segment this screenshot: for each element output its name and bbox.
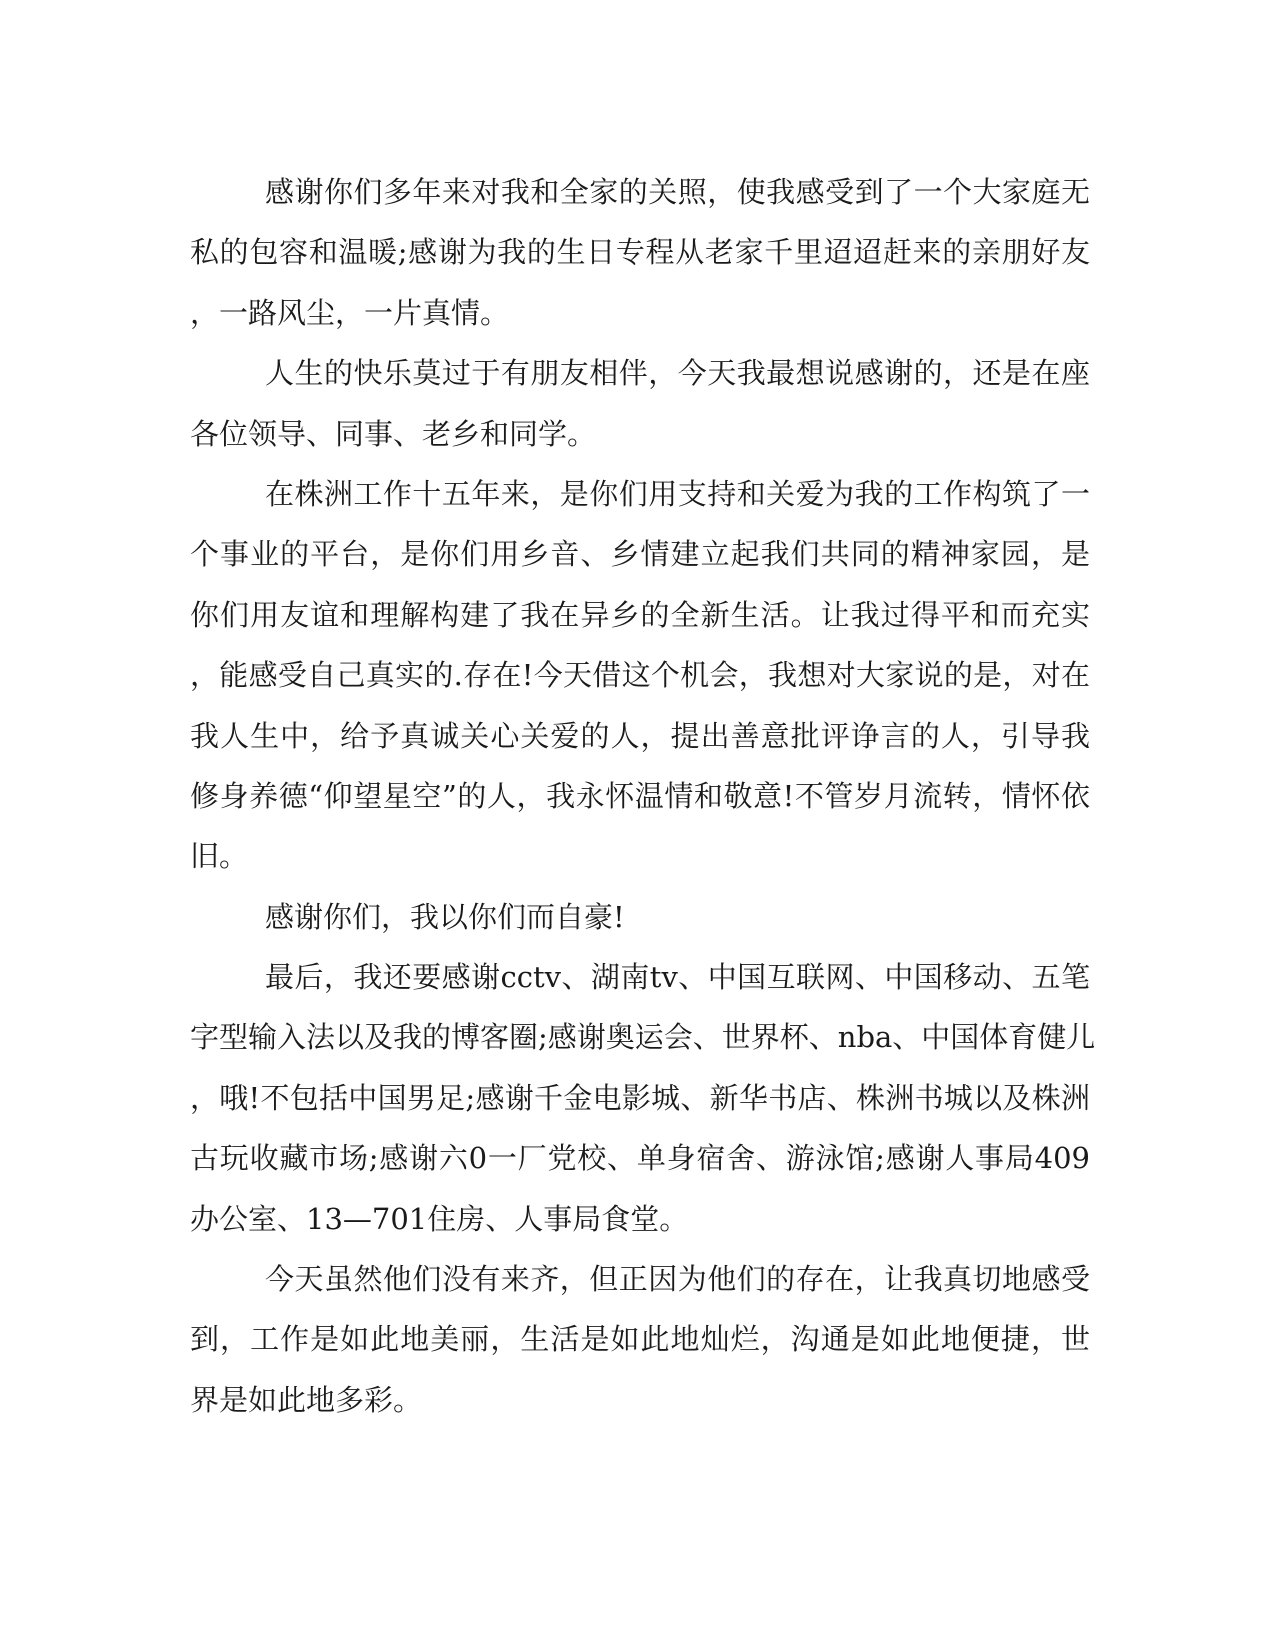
text-line: ，哦!不包括中国男足;感谢千金电影城、新华书店、株洲书城以及株洲	[190, 1080, 1090, 1115]
text-line: 个事业的平台，是你们用乡音、乡情建立起我们共同的精神家园，是	[190, 537, 1090, 572]
paragraph	[190, 464, 1090, 887]
text-line: 字型输入法以及我的博客圈;感谢奥运会、世界杯、nba、中国体育健儿	[190, 1020, 1096, 1055]
text-line: 感谢你们，我以你们而自豪!	[265, 899, 625, 934]
text-line: 我人生中，给予真诚关心关爱的人，提出善意批评诤言的人，引导我	[190, 718, 1090, 753]
text-line: 旧。	[190, 839, 249, 874]
document-body	[190, 162, 1096, 1430]
text-line: 在株洲工作十五年来，是你们用支持和关爱为我的工作构筑了一	[265, 476, 1090, 511]
text-line: 办公室、13—701住房、人事局食堂。	[190, 1201, 689, 1236]
text-line: 今天虽然他们没有来齐，但正因为他们的存在，让我真切地感受	[265, 1262, 1090, 1297]
text-line: 到，工作是如此地美丽，生活是如此地灿烂，沟通是如此地便捷，世	[190, 1322, 1090, 1357]
text-line: 古玩收藏市场;感谢六0一厂党校、单身宿舍、游泳馆;感谢人事局409	[190, 1141, 1090, 1176]
paragraph	[190, 1249, 1090, 1430]
text-line: ，能感受自己真实的.存在!今天借这个机会，我想对大家说的是，对在	[190, 658, 1090, 693]
text-line: 界是如此地多彩。	[190, 1382, 423, 1417]
text-line: 最后，我还要感谢cctv、湖南tv、中国互联网、中国移动、五笔	[265, 960, 1090, 995]
text-line: 私的包容和温暖;感谢为我的生日专程从老家千里迢迢赶来的亲朋好友	[190, 235, 1090, 270]
paragraph	[190, 162, 1090, 343]
paragraph	[190, 947, 1096, 1249]
paragraph	[190, 887, 1090, 947]
text-line: ，一路风尘，一片真情。	[190, 295, 510, 330]
text-line: 各位领导、同事、老乡和同学。	[190, 416, 597, 451]
text-line: 你们用友谊和理解构建了我在异乡的全新生活。让我过得平和而充实	[190, 597, 1090, 632]
text-line: 感谢你们多年来对我和全家的关照，使我感受到了一个大家庭无	[265, 175, 1090, 209]
text-line: 修身养德“仰望星空”的人，我永怀温情和敬意!不管岁月流转，情怀依	[190, 778, 1090, 813]
paragraph	[190, 343, 1090, 464]
text-line: 人生的快乐莫过于有朋友相伴，今天我最想说感谢的，还是在座	[265, 356, 1090, 391]
